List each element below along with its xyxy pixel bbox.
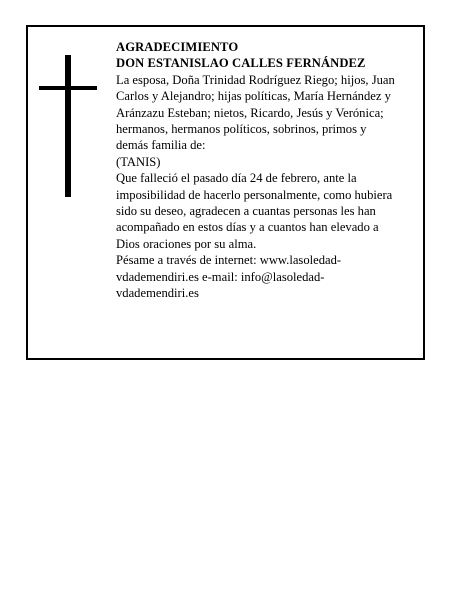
cross-horizontal-bar <box>39 86 97 90</box>
family-line-1: La esposa, Doña Trinidad Rodríguez Riego; hijos, Juan <box>116 72 395 87</box>
message-line-5: Dios oraciones por su alma. <box>116 236 257 251</box>
message-line-1: Que falleció el pasado día 24 de febrero, ante la <box>116 171 357 186</box>
latin-cross-icon <box>39 55 97 197</box>
family-paragraph <box>116 72 421 154</box>
message-line-2: imposibilidad de hacerlo personalmente, como hubiera <box>116 187 393 202</box>
contact-information <box>116 252 421 301</box>
message-line-4: acompañado en estos días y a cuantos han elevado a <box>116 220 379 235</box>
message-line-3: sido su deseo, agradecen a cuantas personas les han <box>116 204 376 219</box>
thanks-message <box>116 170 421 252</box>
cross-vertical-bar <box>65 55 71 197</box>
family-line-5: demás familia de: <box>116 138 206 153</box>
contact-line-3: vdademendiri.es <box>116 286 199 301</box>
deceased-nickname: (TANIS) <box>116 154 161 169</box>
notice-title: AGRADECIMIENTO <box>116 40 239 54</box>
notice-content <box>116 39 421 302</box>
family-line-3: Aránzazu Esteban; nietos, Ricardo, Jesús y Verónica; <box>116 105 384 120</box>
contact-line-2: vdademendiri.es e-mail: info@lasoledad- <box>116 269 325 284</box>
contact-line-1: Pésame a través de internet: www.lasoledad- <box>116 253 342 268</box>
obituary-notice <box>26 25 425 360</box>
family-line-4: hermanos, hermanos políticos, sobrinos, primos y <box>116 122 367 137</box>
family-line-2: Carlos y Alejandro; hijas políticas, María Hernández y <box>116 89 391 104</box>
deceased-name: DON ESTANISLAO CALLES FERNÁNDEZ <box>116 56 366 71</box>
